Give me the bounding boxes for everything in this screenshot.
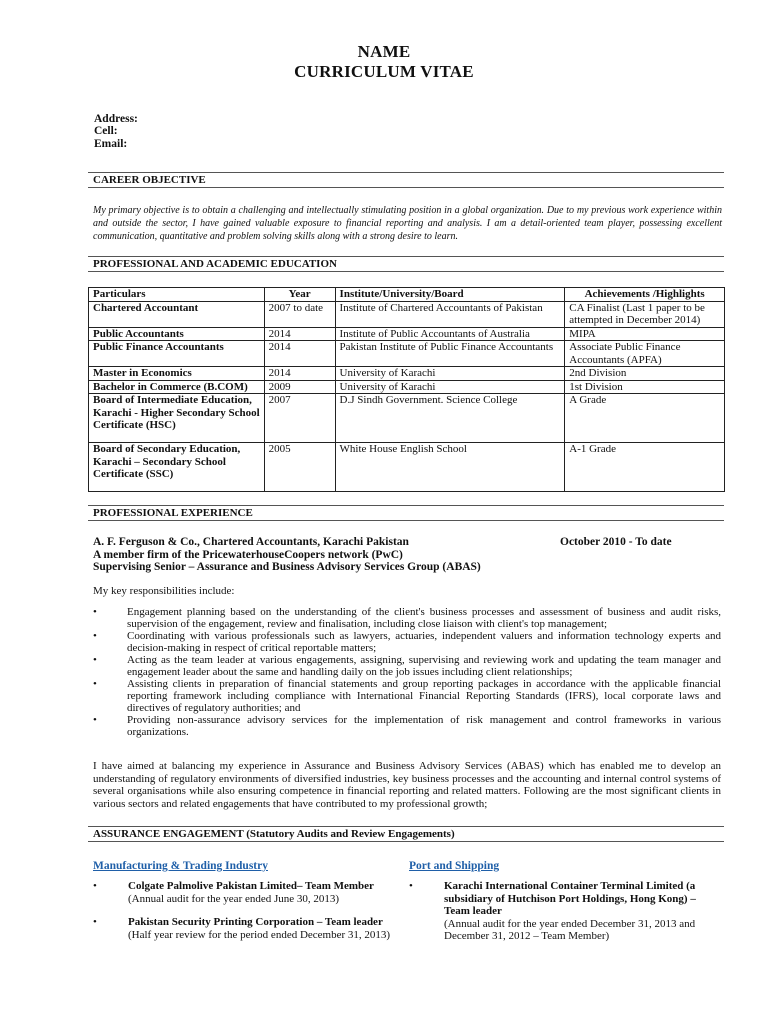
client-detail: (Annual audit for the year ended December 31, 2013 and December 31, 2012 – Team Member) — [444, 917, 696, 942]
table-cell: 2014 — [264, 367, 335, 381]
firm-name: A. F. Ferguson & Co., Chartered Accountants, Karachi Pakistan — [93, 536, 409, 548]
section-title: CAREER OBJECTIVE — [93, 174, 206, 186]
table-cell: Public Accountants — [89, 327, 265, 341]
column-header: Achievements /Highlights — [565, 288, 725, 302]
client-detail: (Annual audit for the year ended June 30, 2013) — [128, 892, 340, 905]
table-cell: Board of Intermediate Education, Karachi - Higher Secondary School Certificate (HSC) — [89, 394, 265, 443]
assurance-heading — [88, 826, 724, 842]
table-cell: University of Karachi — [335, 380, 565, 394]
table-cell: CA Finalist (Last 1 paper to be attempted in December 2014) — [565, 301, 725, 327]
table-cell: A Grade — [565, 394, 725, 443]
client-entry — [93, 916, 403, 946]
list-item: • Acting as the team leader at various engagements, assigning, supervising and reviewing work and updating the team manager and engagement leader about the same and handling daily on the job issues including client relationships; — [93, 654, 721, 678]
career-objective-heading — [88, 172, 724, 188]
table-cell: Institute of Public Accountants of Australia — [335, 327, 565, 341]
list-item: • Providing non-assurance advisory services for the implementation of risk management and control frameworks in various organizations. — [93, 714, 721, 738]
firm-network: A member firm of the PricewaterhouseCoopers network (PwC) — [93, 549, 403, 561]
table-cell: Master in Economics — [89, 367, 265, 381]
column-header: Particulars — [89, 288, 265, 302]
column-header: Year — [264, 288, 335, 302]
responsibilities-intro: My key responsibilities include: — [93, 585, 235, 597]
client-detail: (Half year review for the period ended December 31, 2013) — [128, 928, 391, 941]
table-cell: Institute of Chartered Accountants of Pakistan — [335, 301, 565, 327]
career-objective-text: My primary objective is to obtain a challenging and intellectually stimulating position in a global organization. Due to my previous work experience within and outside the sector, I have gained valuable exposure to financial reporting and analysis. I am a detail-oriented team player, possessing excellent communication, quantitative and problem solving skills along with a strong desire to learn. — [93, 205, 722, 242]
job-title: Supervising Senior – Assurance and Business Advisory Services Group (ABAS) — [93, 561, 481, 573]
education-heading — [88, 256, 724, 272]
port-shipping-subheading: Port and Shipping — [409, 860, 500, 872]
list-item: • Coordinating with various professionals such as lawyers, actuaries, independent valuers and information technology experts and decision-making in respect of critical reportable matters; — [93, 630, 721, 654]
client-entry — [409, 880, 724, 944]
client-name: Colgate Palmolive Pakistan Limited– Team Member — [128, 880, 374, 892]
employment-date: October 2010 - To date — [560, 536, 672, 548]
table-row — [89, 367, 725, 381]
cell-label: Cell: — [94, 125, 118, 137]
table-cell: 2009 — [264, 380, 335, 394]
table-cell: 2014 — [264, 327, 335, 341]
cv-document-title: CURRICULUM VITAE — [294, 62, 474, 81]
experience-summary: I have aimed at balancing my experience in Assurance and Business Advisory Services (ABAS) which has enabled me to develop an understanding of regulatory environments of diversified industries, key business processes and the accounting and internal control systems of several organisations while also ensuring competence in financial reporting and related matters. Following are the most significant clients in various sectors and related engagements that have contributed to my professional growth; — [93, 760, 721, 810]
table-cell: D.J Sindh Government. Science College — [335, 394, 565, 443]
table-row — [89, 327, 725, 341]
education-table — [88, 287, 725, 492]
table-row — [89, 443, 725, 492]
table-cell: University of Karachi — [335, 367, 565, 381]
manufacturing-trading-subheading: Manufacturing & Trading Industry — [93, 860, 268, 872]
table-cell: 2007 to date — [264, 301, 335, 327]
table-cell: Chartered Accountant — [89, 301, 265, 327]
table-row — [89, 394, 725, 443]
section-title: PROFESSIONAL EXPERIENCE — [93, 507, 253, 519]
table-row — [89, 301, 725, 327]
table-cell: 2014 — [264, 341, 335, 367]
table-cell: Associate Public Finance Accountants (APFA) — [565, 341, 725, 367]
experience-heading — [88, 505, 724, 521]
cv-name: NAME — [357, 42, 411, 61]
table-cell: Public Finance Accountants — [89, 341, 265, 367]
table-row — [89, 341, 725, 367]
column-header: Institute/University/Board — [335, 288, 565, 302]
client-name: Pakistan Security Printing Corporation – Team leader — [128, 916, 383, 928]
list-item: • Assisting clients in preparation of financial statements and group reporting packages in accordance with the applicable financial reporting framework including compliance with International Financial Reporting Standards (IFRS), local corporate laws and directives of regulatory authorities; and — [93, 678, 721, 714]
table-row — [89, 380, 725, 394]
section-title: PROFESSIONAL AND ACADEMIC EDUCATION — [93, 258, 337, 270]
table-cell: 2nd Division — [565, 367, 725, 381]
list-item: • Engagement planning based on the understanding of the client's business processes and assessment of business and audit risks, supervision of the engagement, review and finalisation, including close liaison with client's top management; — [93, 606, 721, 630]
table-cell: MIPA — [565, 327, 725, 341]
table-cell: Board of Secondary Education, Karachi – Secondary School Certificate (SSC) — [89, 443, 265, 492]
table-cell: 2007 — [264, 394, 335, 443]
table-header-row — [89, 288, 725, 302]
address-label: Address: — [94, 113, 138, 125]
table-cell: 1st Division — [565, 380, 725, 394]
bullet-icon: • — [93, 916, 97, 928]
bullet-icon: • — [93, 880, 97, 892]
client-entry — [93, 880, 403, 910]
table-cell: Pakistan Institute of Public Finance Accountants — [335, 341, 565, 367]
table-cell: White House English School — [335, 443, 565, 492]
table-cell: Bachelor in Commerce (B.COM) — [89, 380, 265, 394]
client-name: Karachi International Container Terminal Limited (a subsidiary of Hutchison Port Holdings, Hong Kong) – Team leader — [444, 880, 696, 917]
table-cell: A-1 Grade — [565, 443, 725, 492]
table-cell: 2005 — [264, 443, 335, 492]
section-title: ASSURANCE ENGAGEMENT (Statutory Audits and Review Engagements) — [93, 828, 455, 840]
email-label: Email: — [94, 138, 128, 150]
bullet-icon: • — [409, 880, 413, 892]
responsibility-list — [93, 606, 721, 738]
